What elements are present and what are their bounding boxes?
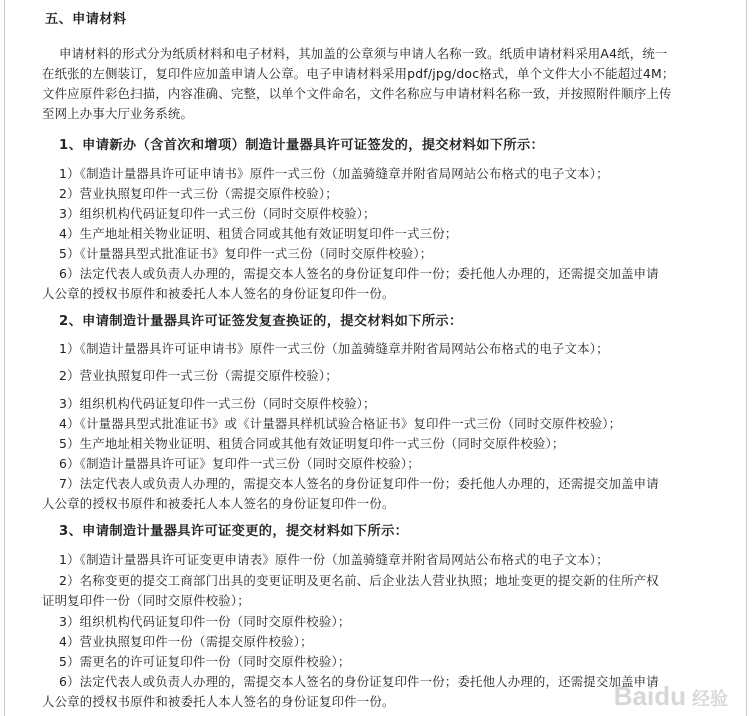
watermark-brand: Baidu (613, 681, 686, 711)
section-heading: 3、申请制造计量器具许可证变更的，提交材料如下所示： (59, 524, 409, 539)
list-item: 3）组织机构代码证复印件一式三份（同时交原件校验）； (59, 206, 376, 221)
list-item: 2）名称变更的提交工商部门出具的变更证明及更名前、后企业法人营业执照；地址变更的提交新的住所产权 (59, 573, 659, 588)
list-item: 5）需更名的许可证复印件一份（同时交原件校验）； (59, 654, 351, 669)
baidu-jingyan-watermark (614, 681, 728, 712)
list-item: 6）法定代表人或负责人办理的，需提交本人签名的身份证复印件一份；委托他人办理的，还需提交加盖申请 (59, 266, 659, 281)
intro-line: 申请材料的形式分为纸质材料和电子材料，其加盖的公章须与申请人名称一致。纸质申请材料采用A4纸，统一 (59, 46, 668, 61)
list-item-continuation: 人公章的授权书原件和被委托人本人签名的身份证复印件一份。 (42, 496, 395, 511)
list-item: 1）《制造计量器具许可证申请书》原件一式三份（加盖骑缝章并附省局网站公布格式的电子文本）； (59, 341, 609, 356)
list-item: 6）《制造计量器具许可证》复印件一式三份（同时交原件校验）； (59, 456, 420, 471)
list-item: 4）《计量器具型式批准证书》或《计量器具样机试验合格证书》复印件一式三份（同时交原件校验）； (59, 416, 622, 431)
list-item: 2）营业执照复印件一式三份（需提交原件校验）； (59, 186, 338, 201)
list-item: 1）《制造计量器具许可证申请书》原件一式三份（加盖骑缝章并附省局网站公布格式的电子文本）； (59, 166, 609, 181)
list-item: 5）生产地址相关物业证明、租赁合同或其他有效证明复印件一式三份（同时交原件校验）； (59, 436, 565, 451)
document-page (4, 0, 747, 716)
intro-line: 至网上办事大厅业务系统。 (42, 106, 194, 121)
section-heading: 1、申请新办（含首次和增项）制造计量器具许可证签发的，提交材料如下所示： (59, 138, 545, 153)
section-title: 五、申请材料 (45, 12, 127, 27)
list-item-continuation: 证明复印件一份（同时交原件校验）； (42, 593, 250, 608)
list-item: 2）营业执照复印件一式三份（需提交原件校验）； (59, 368, 338, 383)
list-item: 4）生产地址相关物业证明、租赁合同或其他有效证明复印件一式三份； (59, 226, 458, 241)
list-item-continuation: 人公章的授权书原件和被委托人本人签名的身份证复印件一份。 (42, 286, 395, 301)
intro-line: 文件应原件彩色扫描，内容准确、完整，以单个文件命名，文件名称应与申请材料名称一致，并按照附件顺序上传 (42, 86, 672, 101)
list-item: 3）组织机构代码证复印件一式三份（同时交原件校验）； (59, 396, 376, 411)
watermark-cn: 经验 (692, 689, 728, 710)
section-heading: 2、申请制造计量器具许可证签发复查换证的，提交材料如下所示： (59, 314, 463, 329)
list-item: 6）法定代表人或负责人办理的，需提交本人签名的身份证复印件一份；委托他人办理的，还需提交加盖申请 (59, 674, 659, 689)
list-item: 7）法定代表人或负责人办理的，需提交本人签名的身份证复印件一份；委托他人办理的，还需提交加盖申请 (59, 476, 659, 491)
list-item-continuation: 人公章的授权书原件和被委托人本人签名的身份证复印件一份。 (42, 694, 395, 709)
list-item: 3）组织机构代码证复印件一份（同时交原件校验）； (59, 614, 351, 629)
list-item: 4）营业执照复印件一份（需提交原件校验）； (59, 634, 313, 649)
list-item: 5）《计量器具型式批准证书》复印件一式三份（同时交原件校验）； (59, 246, 433, 261)
list-item: 1）《制造计量器具许可证变更申请表》原件一份（加盖骑缝章并附省局网站公布格式的电子文本）； (59, 552, 609, 567)
intro-line: 在纸张的左侧装订，复印件应加盖申请人公章。电子申请材料采用pdf/jpg/doc格式，单个文件大小不能超过4M； (42, 66, 675, 81)
